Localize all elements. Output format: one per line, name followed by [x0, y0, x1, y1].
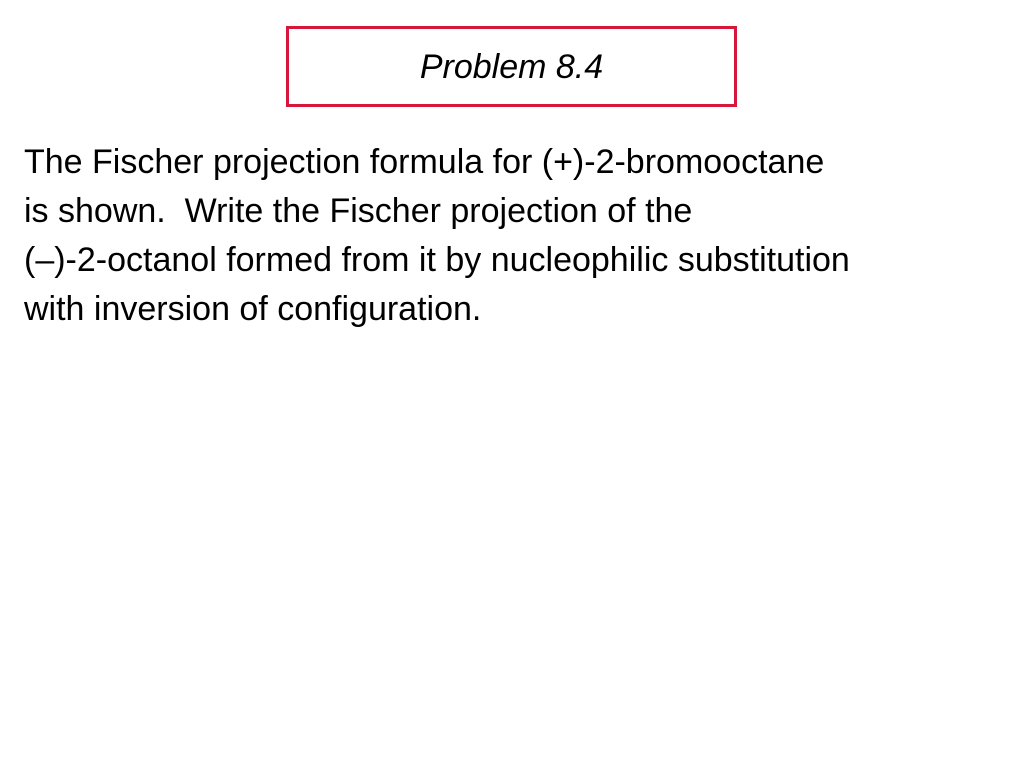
problem-line-4: with inversion of configuration.	[24, 290, 482, 328]
problem-line-1: The Fischer projection formula for (+)-2-bromooctane	[24, 143, 825, 181]
slide-title: Problem 8.4	[419, 47, 604, 86]
problem-line-2: is shown. Write the Fischer projection of the	[24, 192, 693, 230]
problem-statement	[24, 138, 1014, 334]
slide-title-box	[286, 26, 737, 107]
problem-line-3: (–)-2-octanol formed from it by nucleophilic substitution	[24, 241, 850, 279]
